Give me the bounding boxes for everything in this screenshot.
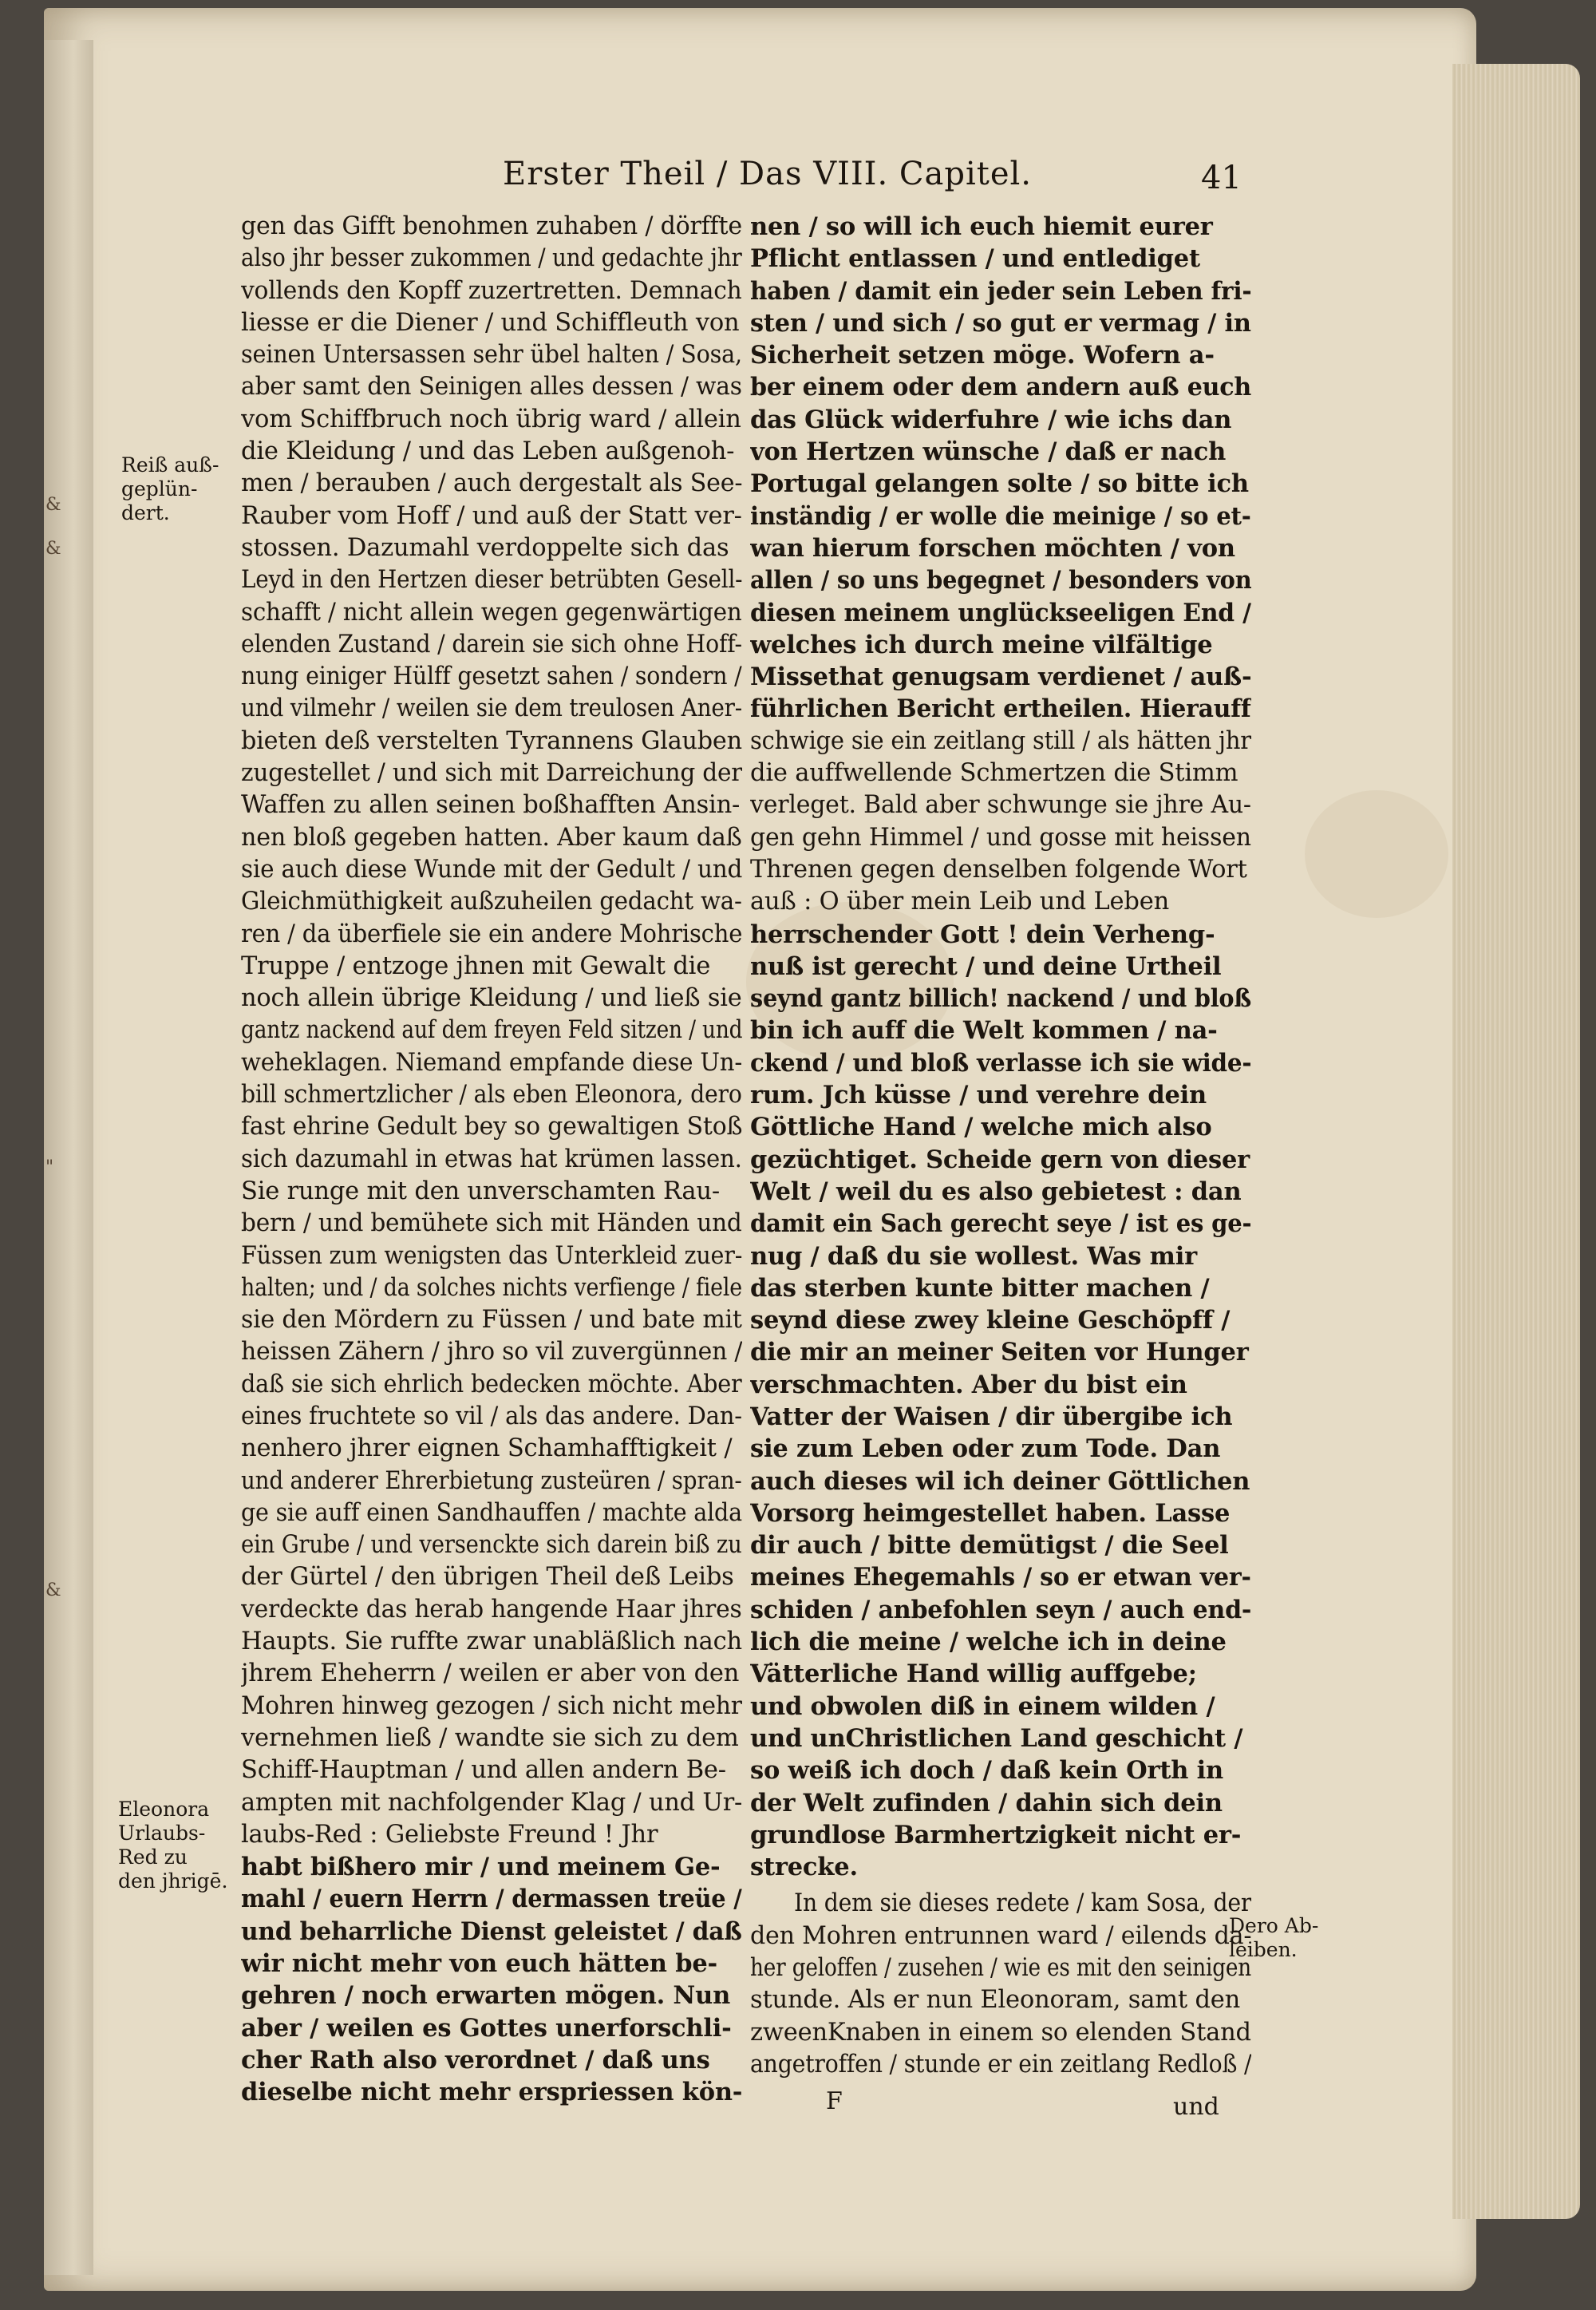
text-line: Missethat genugsam verdienet / auß- xyxy=(750,663,1251,692)
text-line: gezüchtiget. Scheide gern von dieser xyxy=(750,1145,1250,1174)
marginal-line: Dero Ab- xyxy=(1229,1914,1319,1937)
text-line: dir auch / bitte demütigst / die Seel xyxy=(750,1531,1229,1560)
text-column-right xyxy=(750,211,1251,2081)
text-line: gehren / noch erwarten mögen. Nun xyxy=(241,1981,731,2011)
text-line: cher Rath also verordnet / daß uns xyxy=(241,2045,710,2075)
text-line: Pflicht entlassen / und entlediget xyxy=(750,244,1200,274)
text-line: verschmachten. Aber du bist ein xyxy=(750,1370,1187,1399)
marginal-line: Urlaubs- xyxy=(118,1821,206,1845)
text-line: halten; und / da solches nichts verfienge / fiele xyxy=(241,1273,742,1302)
text-line: zweenKnaben in einem so elenden Stand xyxy=(750,2018,1251,2047)
text-line: nen bloß gegeben hatten. Aber kaum daß xyxy=(241,823,742,852)
text-line: vom Schiffbruch noch übrig ward / allein xyxy=(241,405,741,433)
signature-mark: F xyxy=(826,2087,843,2115)
running-head: Erster Theil / Das VIII. Capitel. xyxy=(503,156,1033,192)
text-line: stossen. Dazumahl verdoppelte sich das xyxy=(241,533,729,562)
text-line: ren / da überfiele sie ein andere Mohrische xyxy=(241,920,742,948)
marginal-line: dert. xyxy=(121,501,170,524)
text-line: Schiff-Hauptman / und allen andern Be- xyxy=(241,1756,726,1785)
text-line: und obwolen diß in einem wilden / xyxy=(750,1691,1215,1721)
text-line: mahl / euern Herrn / dermassen treüe / xyxy=(241,1885,742,1914)
text-line: schafft / nicht allein wegen gegenwärtigen xyxy=(241,598,742,627)
text-line: sie zum Leben oder zum Tode. Dan xyxy=(750,1434,1221,1464)
text-line: die mir an meiner Seiten vor Hunger xyxy=(750,1338,1249,1367)
text-line: verleget. Bald aber schwunge sie jhre Au- xyxy=(750,791,1251,820)
text-line: vollends den Kopff zuzertretten. Demnach xyxy=(241,276,742,305)
text-line: ampten mit nachfolgender Klag / und Ur- xyxy=(241,1788,742,1817)
text-line: und unChristlichen Land geschicht / xyxy=(750,1723,1243,1753)
text-line: inständig / er wolle die meinige / so et- xyxy=(750,501,1251,531)
text-line: aber samt den Seinigen alles dessen / was xyxy=(241,373,742,401)
text-line: bill schmertzlicher / als eben Eleonora, dero xyxy=(241,1081,742,1110)
text-line: seynd diese zwey kleine Geschöpff / xyxy=(750,1306,1231,1335)
text-line: stunde. Als er nun Eleonoram, samt den xyxy=(750,1986,1241,2015)
text-line: wan hierum forschen möchten / von xyxy=(750,533,1235,563)
text-line: welches ich durch meine vilfältige xyxy=(750,630,1213,659)
text-line: weheklagen. Niemand empfande diese Un- xyxy=(241,1048,742,1077)
marginal-line: geplün- xyxy=(121,477,198,500)
text-line: nenhero jhrer eignen Schamhafftigkeit / xyxy=(241,1434,733,1463)
facing-page-fragment: & xyxy=(45,1580,61,1600)
marginal-line: Eleonora xyxy=(118,1798,210,1821)
text-line: gen gehn Himmel / und gosse mit heissen xyxy=(750,823,1251,852)
text-line: Sie runge mit den unverschamten Rau- xyxy=(241,1177,720,1205)
text-line: Haupts. Sie ruffte zwar unabläßlich nach xyxy=(241,1628,742,1656)
text-line: Göttliche Hand / welche mich also xyxy=(750,1113,1212,1142)
text-line: elenden Zustand / darein sie sich ohne Hoff- xyxy=(241,630,742,659)
text-line: heissen Zähern / jhro so vil zuvergünnen / xyxy=(241,1338,742,1367)
facing-page-fragment: " xyxy=(45,1157,54,1177)
text-line: sie den Mördern zu Füssen / und bate mit xyxy=(241,1306,742,1335)
text-line: auß : O über mein Leib und Leben xyxy=(750,888,1170,916)
text-line: lich die meine / welche ich in deine xyxy=(750,1628,1227,1657)
text-line: herrschender Gott ! dein Verheng- xyxy=(750,920,1215,949)
text-line: ckend / und bloß verlasse ich sie wide- xyxy=(750,1048,1251,1078)
text-line: Sicherheit setzen möge. Wofern a- xyxy=(750,341,1215,370)
text-line: verdeckte das herab hangende Haar jhres xyxy=(241,1595,742,1624)
text-line: das sterben kunte bitter machen / xyxy=(750,1273,1210,1303)
text-line: damit ein Sach gerecht seye / ist es ge- xyxy=(750,1209,1251,1239)
text-line: liesse er die Diener / und Schiffleuth von xyxy=(241,308,740,337)
text-line: In dem sie dieses redete / kam Sosa, der xyxy=(794,1889,1251,1918)
text-line: bin ich auff die Welt kommen / na- xyxy=(750,1016,1218,1046)
text-line: allen / so uns begegnet / besonders von xyxy=(750,566,1251,595)
facing-page-fragment: & xyxy=(45,539,61,559)
page-number: 41 xyxy=(1201,160,1242,196)
text-line: habt bißhero mir / und meinem Ge- xyxy=(241,1853,721,1882)
text-line: Threnen gegen denselben folgende Wort xyxy=(750,855,1247,884)
text-line: wir nicht mehr von euch hätten be- xyxy=(241,1949,717,1979)
text-line: von Hertzen wünsche / daß er nach xyxy=(750,437,1227,467)
text-line: laubs-Red : Geliebste Freund ! Jhr xyxy=(241,1820,658,1849)
text-line: Gleichmüthigkeit außzuheilen gedacht wa- xyxy=(241,888,742,916)
marginal-note-left-1 xyxy=(121,453,219,525)
text-line: führlichen Bericht ertheilen. Hierauff xyxy=(750,694,1251,724)
text-line: strecke. xyxy=(750,1853,858,1882)
text-line: nug / daß du sie wollest. Was mir xyxy=(750,1241,1197,1271)
facing-page-fragment: & xyxy=(45,495,61,515)
text-line: sten / und sich / so gut er vermag / in xyxy=(750,308,1251,338)
text-line: das Glück widerfuhre / wie ichs dan xyxy=(750,405,1232,434)
text-line: bern / und bemühete sich mit Händen und xyxy=(241,1209,742,1238)
text-line: gantz nackend auf dem freyen Feld sitzen / und xyxy=(241,1016,742,1045)
text-line: sie auch diese Wunde mit der Gedult / und xyxy=(241,855,742,884)
text-line: schiden / anbefohlen seyn / auch end- xyxy=(750,1595,1251,1624)
marginal-line: Red zu xyxy=(118,1845,188,1869)
text-line: nen / so will ich euch hiemit eurer xyxy=(750,212,1213,241)
text-line: Portugal gelangen solte / so bitte ich xyxy=(750,469,1249,499)
text-line: meines Ehegemahls / so er etwan ver- xyxy=(750,1563,1251,1592)
text-line: schwige sie ein zeitlang still / als hätten jhr xyxy=(750,726,1251,755)
text-line: also jhr besser zukommen / und gedachte jhr xyxy=(241,244,742,273)
text-line: so weiß ich doch / daß kein Orth in xyxy=(750,1756,1223,1786)
marginal-note-left-2 xyxy=(118,1798,227,1893)
text-line: Füssen zum wenigsten das Unterkleid zuer- xyxy=(241,1241,742,1270)
text-line: Vatter der Waisen / dir übergibe ich xyxy=(750,1402,1233,1431)
text-line: der Welt zufinden / dahin sich dein xyxy=(750,1788,1223,1818)
text-line: bieten deß verstelten Tyrannens Glauben xyxy=(241,726,742,755)
text-line: Vorsorg heimgestellet haben. Lasse xyxy=(750,1498,1231,1528)
text-line: jhrem Eheherrn / weilen er aber von den xyxy=(241,1659,740,1688)
text-column-left xyxy=(241,211,742,2109)
text-line: nung einiger Hülff gesetzt sahen / sondern / xyxy=(241,663,742,691)
text-line: und beharrliche Dienst geleistet / daß xyxy=(241,1916,742,1946)
text-line: die auffwellende Schmertzen die Stimm xyxy=(750,759,1238,788)
text-line: und anderer Ehrerbietung zusteüren / spran- xyxy=(241,1466,742,1495)
text-line: der Gürtel / den übrigen Theil deß Leibs xyxy=(241,1563,734,1592)
facing-page-edge xyxy=(44,40,93,2275)
text-line: Leyd in den Hertzen dieser betrübten Gesell- xyxy=(241,566,742,595)
text-line: men / berauben / auch dergestalt als See- xyxy=(241,469,742,498)
text-line: angetroffen / stunde er ein zeitlang Redloß / xyxy=(750,2050,1251,2079)
text-line: gen das Gifft benohmen zuhaben / dörffte xyxy=(241,212,742,240)
paper-stain xyxy=(1305,790,1448,918)
text-line: Welt / weil du es also gebietest : dan xyxy=(750,1177,1242,1206)
text-line: grundlose Barmhertzigkeit nicht er- xyxy=(750,1820,1242,1849)
text-line: Mohren hinweg gezogen / sich nicht mehr xyxy=(241,1691,742,1720)
marginal-line: leiben. xyxy=(1229,1938,1298,1961)
text-line: daß sie sich ehrlich bedecken möchte. Aber xyxy=(241,1370,742,1398)
text-line: seynd gantz billich! nackend / und bloß xyxy=(750,984,1251,1014)
text-line: vernehmen ließ / wandte sie sich zu dem xyxy=(241,1723,739,1752)
text-line: haben / damit ein jeder sein Leben fri- xyxy=(750,276,1251,306)
marginal-line: Reiß auß- xyxy=(121,453,219,477)
text-line: den Mohren entrunnen ward / eilends da- xyxy=(750,1921,1251,1950)
text-line: auch dieses wil ich deiner Göttlichen xyxy=(750,1466,1250,1496)
text-line: Truppe / entzoge jhnen mit Gewalt die xyxy=(241,951,711,980)
text-line: die Kleidung / und das Leben außgenoh- xyxy=(241,437,735,466)
text-line: sich dazumahl in etwas hat krümen lassen. xyxy=(241,1145,742,1173)
text-line: Rauber vom Hoff / und auß der Statt ver- xyxy=(241,501,742,530)
text-line: her geloffen / zusehen / wie es mit den seinigen xyxy=(750,1954,1251,1983)
text-line: nuß ist gerecht / und deine Urtheil xyxy=(750,951,1222,981)
text-line: und vilmehr / weilen sie dem treulosen Aner- xyxy=(241,694,742,723)
text-line: Waffen zu allen seinen boßhafften Ansin- xyxy=(241,791,741,820)
text-line: ein Grube / und versenckte sich darein biß zu xyxy=(241,1531,742,1560)
catchword: und xyxy=(1173,2093,1219,2121)
text-line: dieselbe nicht mehr erspriessen kön- xyxy=(241,2078,742,2107)
text-line: eines fruchtete so vil / als das andere. Dan- xyxy=(241,1402,742,1430)
text-line: ge sie auff einen Sandhauffen / machte alda xyxy=(241,1498,742,1527)
page-edges xyxy=(1452,64,1580,2219)
text-line: noch allein übrige Kleidung / und ließ sie xyxy=(241,984,742,1013)
text-line: seinen Untersassen sehr übel halten / Sosa, xyxy=(241,341,742,370)
text-line: zugestellet / und sich mit Darreichung der xyxy=(241,759,742,788)
text-line: rum. Jch küsse / und verehre dein xyxy=(750,1081,1207,1110)
text-line: fast ehrine Gedult bey so gewaltigen Stoß xyxy=(241,1113,742,1141)
text-line: ber einem oder dem andern auß euch xyxy=(750,373,1251,402)
marginal-line: den jhrigē. xyxy=(118,1869,228,1893)
text-line: aber / weilen es Gottes unerforschli- xyxy=(241,2013,732,2043)
text-line: Vätterliche Hand willig auffgebe; xyxy=(750,1659,1197,1689)
text-line: diesen meinem unglückseeligen End / xyxy=(750,598,1251,627)
